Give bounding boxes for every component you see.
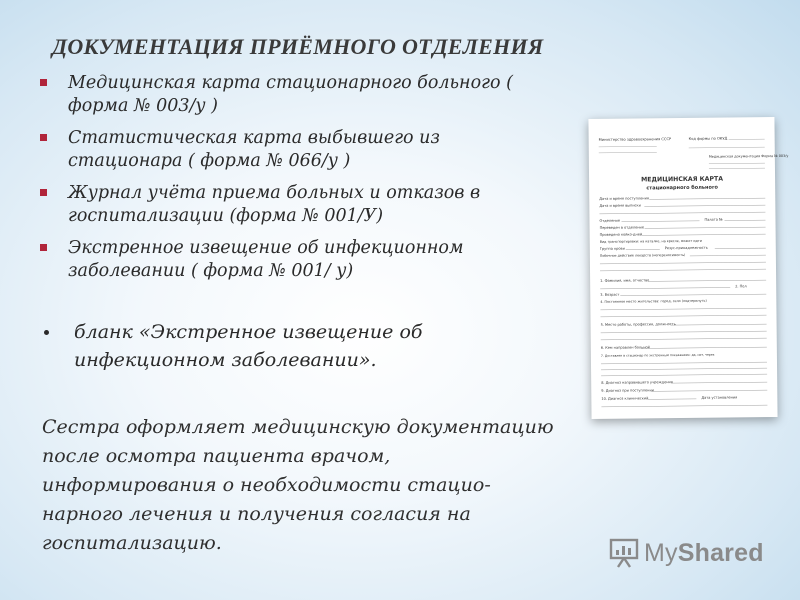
- doc-field-diagnosis-sent: 8. Диагноз направившего учреждения: [601, 380, 673, 385]
- list-item-text: Статистическая карта выбывшего из стационара ( форма № 066/у ): [68, 128, 440, 171]
- doc-form-approved: Медицинская документация Форма № 003/у: [708, 153, 789, 159]
- list-item: [40, 182, 580, 228]
- doc-field-transport: Вид транспортировки: на каталке, на кресле, может идти: [599, 238, 702, 244]
- list-item-text: Журнал учёта приема больных и отказов в госпитализации (форма № 001/У): [68, 183, 481, 226]
- doc-field-work: 5. Место работы, профессия, должность: [600, 322, 676, 327]
- doc-field-ward: Палата №: [704, 217, 723, 222]
- round-bullet-icon: [44, 330, 49, 335]
- list-item: [40, 127, 580, 173]
- doc-field-bed-days: Проведено койко-дней: [599, 232, 643, 237]
- list-item-text: Экстренное извещение об инфекционном заболевании ( форма № 001/ у): [68, 238, 464, 281]
- doc-field-transfer: Переведен в отделение: [599, 225, 644, 230]
- square-bullet-icon: [40, 134, 47, 141]
- doc-field-sex: 2. Пол: [735, 284, 747, 289]
- doc-field-rh: Резус-принадлежность: [664, 245, 708, 251]
- doc-field-date-established: Дата установления: [701, 395, 738, 400]
- doc-field-name: 1. Фамилия, имя, отчество: [600, 278, 650, 283]
- summary-paragraph: Сестра оформляет медицинскую документацию после осмотра пациента врачом, информирования о необходимости стацио- нарного лечения и получения согласия на госпитализацию.: [42, 416, 554, 554]
- doc-field-department: Отделение: [599, 218, 621, 223]
- doc-field-side-effects: Побочное действие лекарств (непереносимость): [599, 252, 686, 258]
- doc-field-diagnosis-clinical: 10. Диагноз клинический: [601, 396, 649, 401]
- medical-card-image: [588, 117, 789, 419]
- watermark-brand-part2: Shared: [677, 538, 764, 567]
- list-item: [40, 72, 580, 118]
- doc-form-code: Код формы по ОКУД: [688, 136, 728, 141]
- medical-card-form: [588, 117, 789, 419]
- doc-heading: МЕДИЦИНСКАЯ КАРТА: [641, 175, 724, 184]
- doc-ministry: Министерство здравоохранения СССР: [598, 137, 672, 142]
- doc-field-emergency: 7. Доставлен в стационар по экстренным показаниям: да, нет, через: [600, 352, 715, 358]
- slide-title: ДОКУМЕНТАЦИЯ ПРИЁМНОГО ОТДЕЛЕНИЯ: [52, 34, 544, 59]
- doc-field-age: 3. Возраст: [600, 292, 620, 297]
- presentation-board-icon: [608, 537, 640, 569]
- list-item: [40, 237, 580, 283]
- sub-item: [44, 318, 544, 374]
- watermark-text: [644, 539, 764, 568]
- watermark-brand-part1: My: [644, 538, 678, 567]
- square-bullet-icon: [40, 79, 47, 86]
- square-bullet-icon: [40, 244, 47, 251]
- doc-field-admission: Дата и время поступления: [599, 196, 649, 201]
- doc-subheading: стационарного больного: [646, 184, 719, 192]
- myshared-watermark: [608, 536, 764, 570]
- list-item-text: Медицинская карта стационарного больного ( форма № 003/у ): [68, 73, 513, 116]
- doc-field-diagnosis-admission: 9. Диагноз при поступлении: [601, 388, 655, 393]
- square-bullet-icon: [40, 189, 47, 196]
- sub-item-text: бланк «Экстренное извещение об инфекционном заболевании».: [74, 321, 423, 371]
- doc-field-blood: Группа крови: [599, 246, 625, 251]
- doc-field-discharge: Дата и время выписки: [599, 203, 641, 208]
- doc-field-sent-by: 6. Кем направлен больной: [600, 345, 650, 350]
- doc-field-address: 4. Постоянное место жительства: город, село (подчеркнуть): [600, 298, 707, 304]
- document-list: [40, 72, 580, 292]
